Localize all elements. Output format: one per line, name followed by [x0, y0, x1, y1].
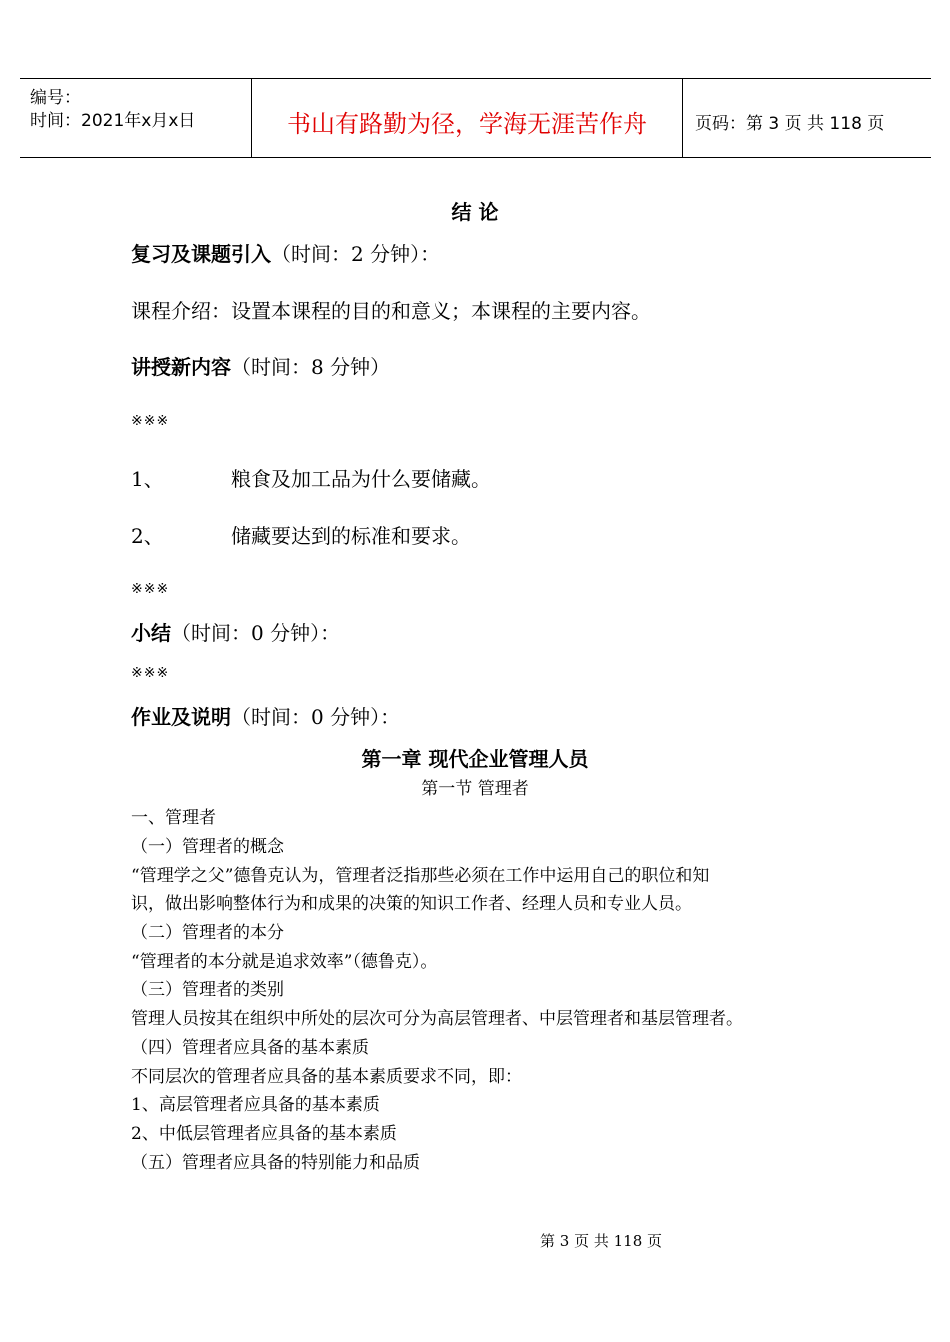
- stars-divider-2: ※※※: [131, 581, 170, 597]
- new-content-time: （时间：8 分钟）: [231, 355, 391, 379]
- summary-time: （时间：0 分钟）：: [171, 621, 341, 645]
- body-line: “管理者的本分就是追求效率”（德鲁克）。: [131, 952, 438, 972]
- header-motto-cell: [252, 79, 683, 157]
- stars-divider-3: ※※※: [131, 665, 170, 681]
- body-line: （五）管理者应具备的特别能力和品质: [131, 1153, 420, 1173]
- body-line: （一）管理者的概念: [131, 837, 284, 857]
- new-content-heading: [131, 351, 390, 380]
- body-line: 2、中低层管理者应具备的基本素质: [131, 1124, 397, 1144]
- list-item-2-number: 2、: [131, 524, 164, 548]
- body-line: （三）管理者的类别: [131, 980, 284, 1000]
- header-page-cell: [683, 79, 931, 157]
- homework-bold: 作业及说明: [131, 705, 231, 729]
- new-content-bold: 讲授新内容: [131, 355, 231, 379]
- body-line: 不同层次的管理者应具备的基本素质要求不同，即：: [131, 1067, 522, 1087]
- homework-time: （时间：0 分钟）：: [231, 705, 401, 729]
- intro-title: 结 论: [451, 200, 499, 224]
- review-heading-time: （时间：2 分钟）：: [271, 242, 441, 266]
- body-line: 管理人员按其在组织中所处的层次可分为高层管理者、中层管理者和基层管理者。: [131, 1009, 743, 1029]
- summary-bold: 小结: [131, 621, 171, 645]
- chapter-title: 第一章 现代企业管理人员: [361, 747, 589, 771]
- course-intro: 课程介绍：设置本课程的目的和意义；本课程的主要内容。: [131, 299, 651, 323]
- review-heading-bold: 复习及课题引入: [131, 242, 271, 266]
- header-page-number: 页码：第 3 页 共 118 页: [695, 114, 885, 134]
- footer-page-number: 第 3 页 共 118 页: [540, 1232, 663, 1250]
- review-heading: [131, 238, 440, 267]
- list-item-2: [131, 520, 471, 549]
- list-item-1-text: 粮食及加工品为什么要储藏。: [231, 467, 491, 491]
- section-title: 第一节 管理者: [421, 779, 529, 799]
- time-label: 时间：2021年x月x日: [30, 111, 196, 131]
- stars-divider-1: ※※※: [131, 413, 170, 429]
- body-line: （四）管理者应具备的基本素质: [131, 1038, 369, 1058]
- serial-label: 编号：: [30, 88, 81, 108]
- body-line: “管理学之父”德鲁克认为，管理者泛指那些必须在工作中运用自己的职位和知: [131, 866, 710, 886]
- body-line: 识，做出影响整体行为和成果的决策的知识工作者、经理人员和专业人员。: [131, 894, 692, 914]
- list-item-2-text: 储藏要达到的标准和要求。: [231, 524, 471, 548]
- homework-heading: [131, 701, 400, 730]
- list-item-1: [131, 463, 491, 492]
- summary-heading: [131, 617, 340, 646]
- body-line: 一、管理者: [131, 808, 216, 828]
- header-info-cell: [20, 79, 252, 157]
- list-item-1-number: 1、: [131, 467, 164, 491]
- motto: 书山有路勤为径，学海无涯苦作舟: [287, 110, 647, 138]
- page-header: [20, 78, 931, 158]
- body-line: 1、高层管理者应具备的基本素质: [131, 1095, 380, 1115]
- body-line: （二）管理者的本分: [131, 923, 284, 943]
